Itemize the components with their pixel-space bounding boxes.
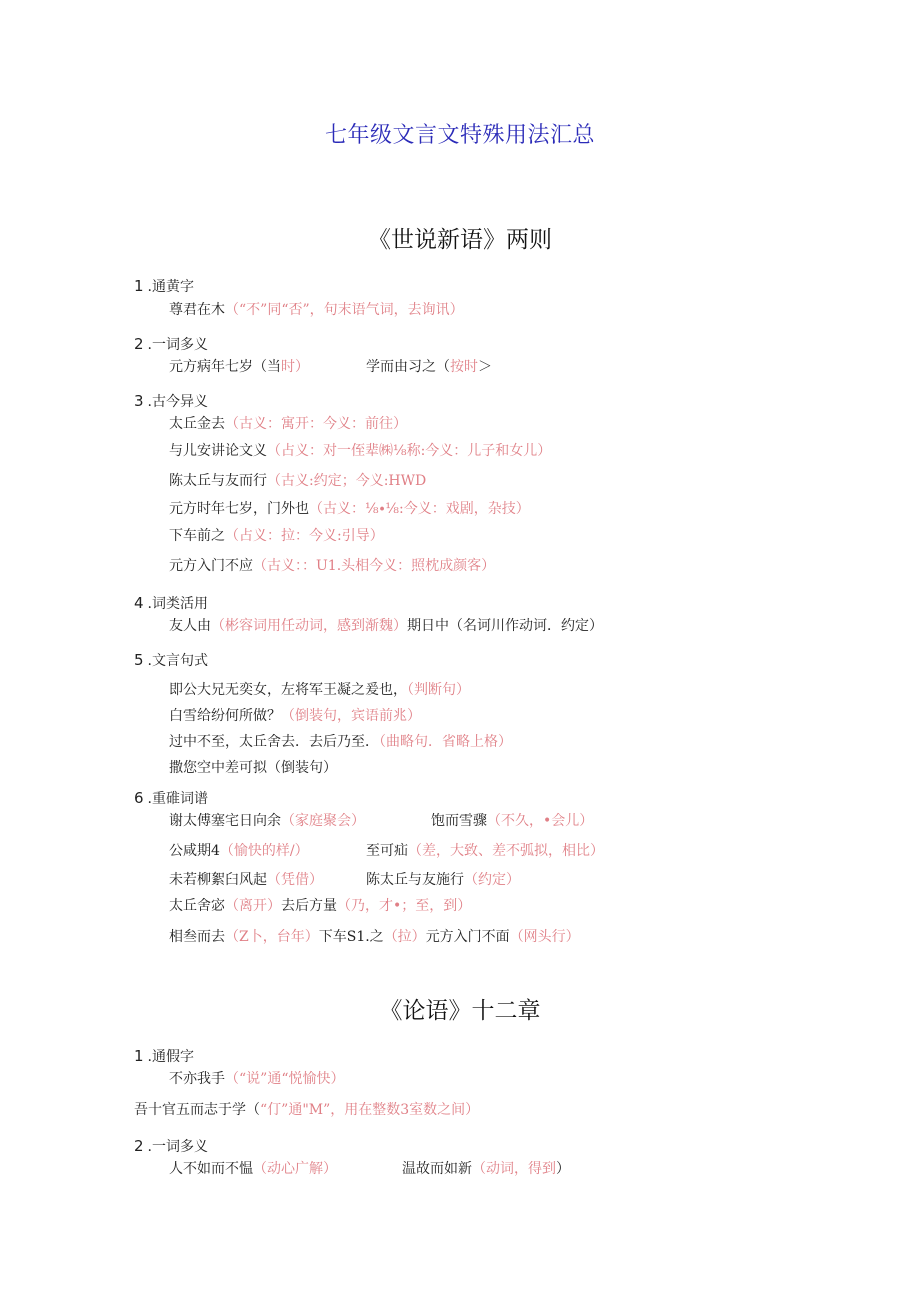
line-text: 太丘金去	[169, 416, 225, 432]
heading-label: .一词多义	[147, 337, 208, 353]
heading-number: 6	[134, 789, 144, 807]
line-text: 至可疝	[366, 843, 408, 859]
text-line	[169, 840, 309, 860]
line-text: 不亦我手	[169, 1071, 225, 1087]
text-line-right	[366, 356, 492, 376]
text-line	[169, 731, 512, 751]
line-note: （“说”通“悦愉快）	[225, 1071, 345, 1087]
line-note: （判断句）	[407, 682, 470, 698]
line-text: 饱而雪骤	[431, 813, 487, 829]
line-note: （古义：：U1.头相今义：照枕成颜客）	[253, 558, 496, 574]
line-note: （愉快的样/）	[219, 843, 309, 859]
line-text: 过中不至，太丘舍去．去后乃至．	[169, 734, 379, 750]
line-note: （离开）	[225, 898, 281, 914]
line-text: 去后方量	[281, 898, 337, 914]
line-note: 按时	[450, 359, 478, 375]
heading-number: 2	[134, 335, 144, 353]
line-text: 撒您空中差可拟（倒装句）	[169, 760, 337, 776]
line-text: 下车S1.之	[318, 929, 384, 945]
text-line-right	[402, 1158, 570, 1178]
heading-number: 1	[134, 277, 144, 295]
text-line	[169, 705, 421, 725]
text-line	[169, 299, 464, 319]
line-text: 元方时年七岁，门外也	[169, 501, 309, 517]
line-note: （网头行）	[509, 929, 580, 945]
line-text: 即公大兄无奕女，左将军王凝之爰也，	[169, 682, 407, 698]
line-note: “仃”通"M”，用在整数3室数之间）	[260, 1102, 480, 1118]
line-text: 陈太丘与友而行	[169, 473, 267, 489]
heading-1	[134, 1046, 194, 1066]
line-text: 吾十官五而志于学（	[134, 1102, 260, 1118]
text-line	[169, 679, 470, 699]
heading-5	[134, 650, 208, 670]
line-text: 下车前之	[169, 528, 225, 544]
line-text: 人不如而不愠	[169, 1161, 253, 1177]
heading-label: .词类活用	[147, 596, 208, 612]
line-text: 学而由习之（	[366, 359, 450, 375]
line-text: 尊君在木	[169, 302, 225, 318]
line-text: 元方病年七岁（当	[169, 359, 281, 375]
line-note: （占义：对一侄辈㈱⅛称:今义：儿子和女儿）	[267, 443, 552, 459]
line-text: 陈太丘与友施行	[366, 872, 464, 888]
heading-number: 2	[134, 1137, 144, 1155]
text-line	[169, 413, 407, 433]
text-line	[169, 555, 495, 575]
heading-label: .古今异义	[147, 394, 208, 410]
line-text: 相叁而去	[169, 929, 225, 945]
heading-label: .一词多义	[147, 1139, 208, 1155]
heading-number: 1	[134, 1047, 144, 1065]
line-end: ＞	[478, 359, 492, 375]
line-text: 谢太傅塞宅日向余	[169, 813, 281, 829]
line-note: （不久，•会儿）	[487, 813, 594, 829]
line-text: 元方入门不面	[425, 929, 510, 945]
heading-label: .文言句式	[147, 653, 208, 669]
heading-number: 3	[134, 392, 144, 410]
document-title: 七年级文言文特殊用法汇总	[324, 123, 595, 148]
heading-label: .重碓词谱	[147, 791, 208, 807]
line-note: （曲略句．省略上格）	[379, 734, 512, 750]
line-note: （古义：寓开：今义：前往）	[225, 416, 407, 432]
line-note: （拉）	[383, 929, 426, 945]
text-line	[169, 356, 309, 376]
line-text: 友人由	[169, 618, 211, 634]
text-line	[169, 869, 323, 889]
line-note: （差，大致、差不弧拟，相比）	[408, 843, 604, 859]
text-line	[169, 810, 365, 830]
line-note: （古义：⅛∙⅛:今义：戏剧，杂技）	[309, 501, 530, 517]
heading-3	[134, 391, 208, 411]
text-line	[169, 1158, 337, 1178]
line-text: 元方入门不应	[169, 558, 253, 574]
heading-number: 5	[134, 651, 144, 669]
text-line	[169, 470, 426, 490]
heading-4	[134, 593, 208, 613]
section-title-shishuo: 《世说新语》两则	[368, 227, 552, 253]
heading-label: .通黄字	[147, 279, 194, 295]
line-end: ）	[556, 1161, 570, 1177]
line-note: （动心广解）	[253, 1161, 337, 1177]
line-text: 与儿安讲论文义	[169, 443, 267, 459]
text-line	[169, 615, 603, 635]
line-note: （“不”同“否”，句末语气词，去询讯）	[225, 302, 464, 318]
line-note: （约定）	[464, 872, 520, 888]
heading-label: .通假字	[147, 1049, 194, 1065]
text-line-right	[431, 810, 593, 830]
text-line	[169, 757, 337, 777]
heading-1	[134, 276, 194, 296]
text-line	[169, 440, 551, 460]
line-note: （凭借）	[267, 872, 323, 888]
line-note: （乃，才•；至，到）	[337, 898, 472, 914]
text-line	[169, 525, 384, 545]
text-line	[134, 1099, 479, 1119]
line-text: 白雪给纷何所做？	[169, 708, 281, 724]
line-text: 未若柳絮臼风起	[169, 872, 267, 888]
heading-6	[134, 788, 208, 808]
text-line	[169, 926, 580, 946]
heading-2	[134, 334, 208, 354]
section-title-lunyu: 《论语》十二章	[379, 998, 541, 1024]
text-line-right	[366, 869, 520, 889]
line-text: 公咸期4	[169, 843, 220, 859]
line-note: （Z卜，台年）	[225, 929, 319, 945]
heading-2	[134, 1136, 208, 1156]
text-line	[169, 895, 471, 915]
line-note: （彬容词用任动词，感到渐魏）	[211, 618, 407, 634]
line-note: （动词，得到	[472, 1161, 556, 1177]
line-tail: 期日中（名诃川作动诃．约定）	[407, 618, 603, 634]
text-line-right	[366, 840, 604, 860]
line-note: （倒装句，宾语前兆）	[281, 708, 421, 724]
text-line	[169, 498, 530, 518]
line-note: （家庭聚会）	[281, 813, 365, 829]
line-note: 时）	[281, 359, 309, 375]
line-note: （古义:约定；今义:HWD	[267, 473, 427, 489]
text-line	[169, 1068, 344, 1088]
line-text: 温故而如新	[402, 1161, 472, 1177]
line-note: （占义：拉：今义:引导）	[225, 528, 384, 544]
line-text: 太丘舍宓	[169, 898, 225, 914]
heading-number: 4	[134, 594, 144, 612]
